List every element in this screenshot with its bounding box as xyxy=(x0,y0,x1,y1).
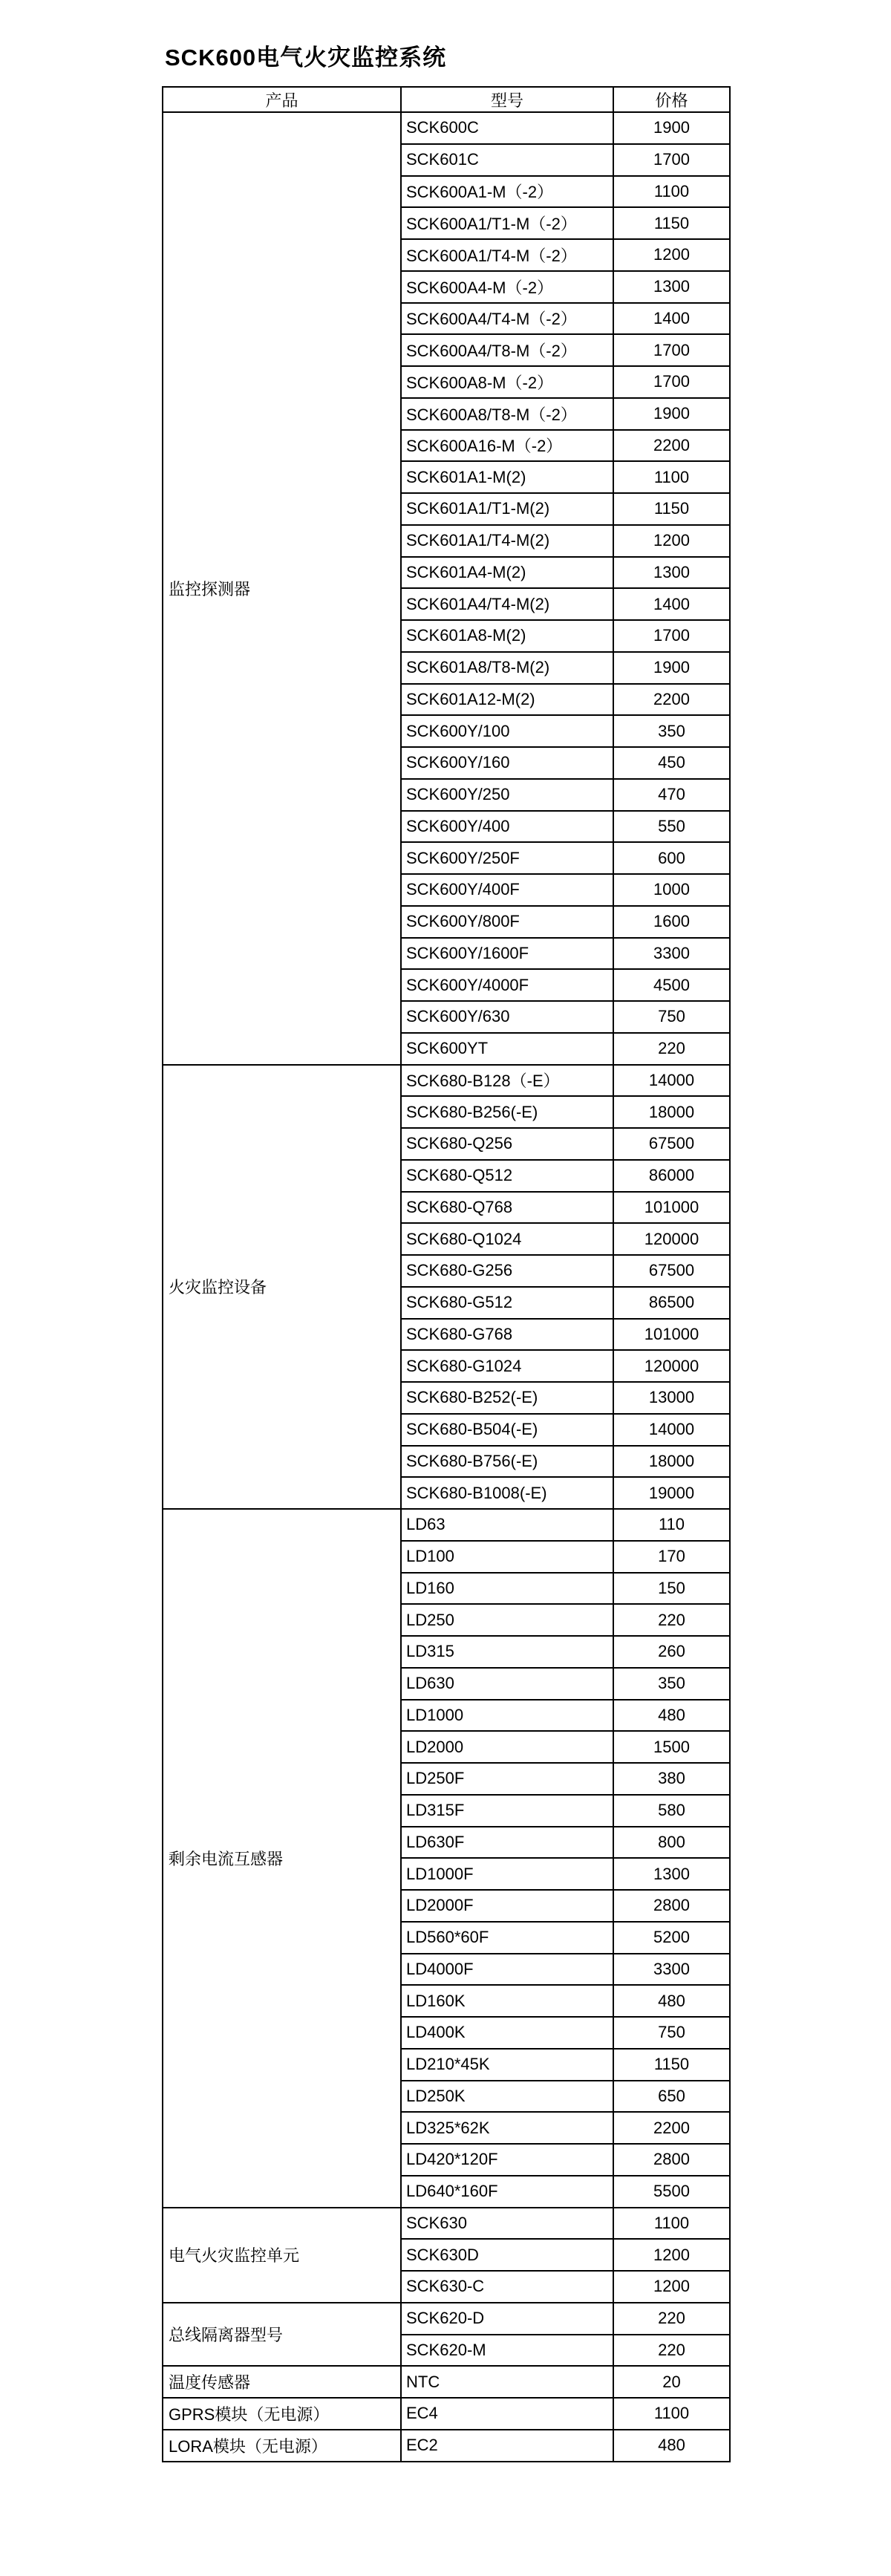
product-cell: 温度传感器 xyxy=(163,2366,401,2398)
price-cell: 19000 xyxy=(613,1477,730,1509)
model-cell: LD160K xyxy=(401,1985,613,2017)
price-cell: 3300 xyxy=(613,938,730,970)
price-cell: 550 xyxy=(613,811,730,843)
price-cell: 1500 xyxy=(613,1731,730,1763)
price-cell: 380 xyxy=(613,1763,730,1795)
price-cell: 5500 xyxy=(613,2176,730,2208)
product-cell: 剩余电流互感器 xyxy=(163,1509,401,2208)
price-cell: 3300 xyxy=(613,1954,730,1986)
model-cell: SCK600A1/T1-M（-2） xyxy=(401,207,613,239)
model-cell: SCK600A1/T4-M（-2） xyxy=(401,239,613,271)
model-cell: SCK680-B504(-E) xyxy=(401,1414,613,1446)
model-cell: SCK600A4/T4-M（-2） xyxy=(401,303,613,335)
price-cell: 220 xyxy=(613,1033,730,1065)
price-cell: 120000 xyxy=(613,1350,730,1382)
price-cell: 67500 xyxy=(613,1128,730,1160)
product-cell: 电气火灾监控单元 xyxy=(163,2208,401,2303)
column-header-price: 价格 xyxy=(613,87,730,112)
price-cell: 86000 xyxy=(613,1160,730,1192)
price-cell: 750 xyxy=(613,2017,730,2049)
price-cell: 470 xyxy=(613,779,730,811)
price-cell: 220 xyxy=(613,2335,730,2367)
table-row xyxy=(163,1065,730,1097)
price-cell: 101000 xyxy=(613,1192,730,1224)
table-row xyxy=(163,2208,730,2240)
model-cell: SCK600A8-M（-2） xyxy=(401,366,613,398)
price-cell: 1700 xyxy=(613,620,730,652)
price-cell: 14000 xyxy=(613,1414,730,1446)
model-cell: LD4000F xyxy=(401,1954,613,1986)
price-table xyxy=(162,86,731,2462)
price-cell: 1100 xyxy=(613,176,730,208)
price-cell: 1100 xyxy=(613,2208,730,2240)
header-row xyxy=(163,87,730,112)
price-cell: 1150 xyxy=(613,207,730,239)
model-cell: LD160 xyxy=(401,1573,613,1605)
model-cell: LD630 xyxy=(401,1668,613,1700)
model-cell: SCK600Y/250 xyxy=(401,779,613,811)
price-cell: 1150 xyxy=(613,493,730,525)
model-cell: SCK601A8-M(2) xyxy=(401,620,613,652)
model-cell: LD250 xyxy=(401,1604,613,1636)
price-cell: 86500 xyxy=(613,1287,730,1319)
table-row xyxy=(163,2303,730,2335)
price-cell: 1900 xyxy=(613,652,730,684)
price-cell: 480 xyxy=(613,2430,730,2462)
model-cell: LD210*45K xyxy=(401,2049,613,2081)
table-body xyxy=(163,112,730,2462)
model-cell: SCK680-B256(-E) xyxy=(401,1096,613,1128)
price-cell: 1300 xyxy=(613,557,730,589)
model-cell: SCK601A4/T4-M(2) xyxy=(401,588,613,620)
model-cell: SCK601A12-M(2) xyxy=(401,684,613,716)
model-cell: SCK600Y/4000F xyxy=(401,969,613,1001)
model-cell: SCK680-G768 xyxy=(401,1319,613,1351)
price-cell: 1200 xyxy=(613,525,730,557)
price-cell: 1400 xyxy=(613,303,730,335)
price-cell: 2800 xyxy=(613,2144,730,2176)
model-cell: SCK680-Q512 xyxy=(401,1160,613,1192)
model-cell: SCK680-B1008(-E) xyxy=(401,1477,613,1509)
price-cell: 1200 xyxy=(613,239,730,271)
column-header-model: 型号 xyxy=(401,87,613,112)
model-cell: LD100 xyxy=(401,1541,613,1573)
model-cell: LD250F xyxy=(401,1763,613,1795)
model-cell: LD315 xyxy=(401,1636,613,1668)
price-cell: 1200 xyxy=(613,2271,730,2303)
model-cell: SCK600Y/160 xyxy=(401,747,613,779)
price-cell: 2200 xyxy=(613,684,730,716)
price-cell: 14000 xyxy=(613,1065,730,1097)
model-cell: LD640*160F xyxy=(401,2176,613,2208)
model-cell: LD2000 xyxy=(401,1731,613,1763)
model-cell: SCK600A8/T8-M（-2） xyxy=(401,398,613,430)
price-cell: 750 xyxy=(613,1001,730,1033)
price-cell: 20 xyxy=(613,2366,730,2398)
model-cell: EC2 xyxy=(401,2430,613,2462)
model-cell: SCK680-G256 xyxy=(401,1255,613,1287)
price-cell: 480 xyxy=(613,1985,730,2017)
price-cell: 1600 xyxy=(613,906,730,938)
model-cell: SCK680-Q1024 xyxy=(401,1223,613,1255)
model-cell: LD1000F xyxy=(401,1858,613,1890)
price-cell: 1700 xyxy=(613,366,730,398)
model-cell: LD315F xyxy=(401,1795,613,1827)
table-row xyxy=(163,2430,730,2462)
table-row xyxy=(163,2366,730,2398)
model-cell: SCK620-M xyxy=(401,2335,613,2367)
price-cell: 18000 xyxy=(613,1446,730,1478)
model-cell: SCK600A1-M（-2） xyxy=(401,176,613,208)
model-cell: SCK630 xyxy=(401,2208,613,2240)
model-cell: SCK600Y/250F xyxy=(401,842,613,874)
model-cell: SCK680-B756(-E) xyxy=(401,1446,613,1478)
price-cell: 350 xyxy=(613,1668,730,1700)
product-cell: 火灾监控设备 xyxy=(163,1065,401,1510)
product-cell: LORA模块（无电源） xyxy=(163,2430,401,2462)
model-cell: LD1000 xyxy=(401,1700,613,1732)
price-cell: 4500 xyxy=(613,969,730,1001)
price-cell: 150 xyxy=(613,1573,730,1605)
model-cell: SCK600A16-M（-2） xyxy=(401,430,613,462)
model-cell: SCK601A1/T4-M(2) xyxy=(401,525,613,557)
price-cell: 220 xyxy=(613,1604,730,1636)
page-title: SCK600电气火灾监控系统 xyxy=(165,45,447,71)
price-cell: 1400 xyxy=(613,588,730,620)
model-cell: LD420*120F xyxy=(401,2144,613,2176)
price-cell: 1300 xyxy=(613,1858,730,1890)
price-cell: 580 xyxy=(613,1795,730,1827)
price-cell: 1300 xyxy=(613,271,730,303)
price-cell: 101000 xyxy=(613,1319,730,1351)
price-cell: 260 xyxy=(613,1636,730,1668)
price-cell: 2800 xyxy=(613,1890,730,1922)
product-cell: GPRS模块（无电源） xyxy=(163,2398,401,2430)
product-cell: 监控探测器 xyxy=(163,112,401,1065)
price-cell: 1900 xyxy=(613,398,730,430)
model-cell: SCK600Y/400F xyxy=(401,874,613,906)
table-row xyxy=(163,2398,730,2430)
model-cell: NTC xyxy=(401,2366,613,2398)
price-cell: 1900 xyxy=(613,112,730,144)
model-cell: SCK600Y/100 xyxy=(401,715,613,747)
model-cell: SCK620-D xyxy=(401,2303,613,2335)
model-cell: SCK601A8/T8-M(2) xyxy=(401,652,613,684)
model-cell: SCK600Y/400 xyxy=(401,811,613,843)
product-cell: 总线隔离器型号 xyxy=(163,2303,401,2367)
model-cell: SCK600Y/1600F xyxy=(401,938,613,970)
price-cell: 2200 xyxy=(613,2112,730,2144)
model-cell: SCK601C xyxy=(401,144,613,176)
price-cell: 67500 xyxy=(613,1255,730,1287)
price-cell: 120000 xyxy=(613,1223,730,1255)
model-cell: LD400K xyxy=(401,2017,613,2049)
model-cell: SCK680-G512 xyxy=(401,1287,613,1319)
model-cell: SCK630D xyxy=(401,2239,613,2271)
model-cell: SCK600Y/800F xyxy=(401,906,613,938)
model-cell: EC4 xyxy=(401,2398,613,2430)
price-cell: 1700 xyxy=(613,334,730,366)
price-cell: 800 xyxy=(613,1827,730,1859)
price-cell: 1000 xyxy=(613,874,730,906)
model-cell: LD630F xyxy=(401,1827,613,1859)
model-cell: SCK600A4-M（-2） xyxy=(401,271,613,303)
price-cell: 170 xyxy=(613,1541,730,1573)
model-cell: SCK600Y/630 xyxy=(401,1001,613,1033)
model-cell: SCK680-B128（-E） xyxy=(401,1065,613,1097)
model-cell: SCK601A4-M(2) xyxy=(401,557,613,589)
model-cell: SCK680-B252(-E) xyxy=(401,1382,613,1414)
price-cell: 18000 xyxy=(613,1096,730,1128)
model-cell: LD560*60F xyxy=(401,1922,613,1954)
price-cell: 5200 xyxy=(613,1922,730,1954)
price-cell: 110 xyxy=(613,1509,730,1541)
model-cell: SCK680-Q768 xyxy=(401,1192,613,1224)
model-cell: SCK601A1/T1-M(2) xyxy=(401,493,613,525)
model-cell: SCK600YT xyxy=(401,1033,613,1065)
price-cell: 350 xyxy=(613,715,730,747)
model-cell: SCK601A1-M(2) xyxy=(401,461,613,493)
model-cell: SCK600A4/T8-M（-2） xyxy=(401,334,613,366)
table-row xyxy=(163,1509,730,1541)
price-cell: 450 xyxy=(613,747,730,779)
price-cell: 1700 xyxy=(613,144,730,176)
model-cell: LD2000F xyxy=(401,1890,613,1922)
price-cell: 1150 xyxy=(613,2049,730,2081)
model-cell: LD250K xyxy=(401,2081,613,2113)
price-cell: 2200 xyxy=(613,430,730,462)
price-cell: 480 xyxy=(613,1700,730,1732)
price-cell: 13000 xyxy=(613,1382,730,1414)
price-cell: 1200 xyxy=(613,2239,730,2271)
model-cell: SCK600C xyxy=(401,112,613,144)
price-cell: 220 xyxy=(613,2303,730,2335)
model-cell: LD63 xyxy=(401,1509,613,1541)
table-row xyxy=(163,112,730,144)
column-header-product: 产品 xyxy=(163,87,401,112)
model-cell: SCK680-Q256 xyxy=(401,1128,613,1160)
model-cell: LD325*62K xyxy=(401,2112,613,2144)
price-cell: 1100 xyxy=(613,2398,730,2430)
model-cell: SCK680-G1024 xyxy=(401,1350,613,1382)
price-cell: 1100 xyxy=(613,461,730,493)
price-cell: 600 xyxy=(613,842,730,874)
model-cell: SCK630-C xyxy=(401,2271,613,2303)
price-cell: 650 xyxy=(613,2081,730,2113)
